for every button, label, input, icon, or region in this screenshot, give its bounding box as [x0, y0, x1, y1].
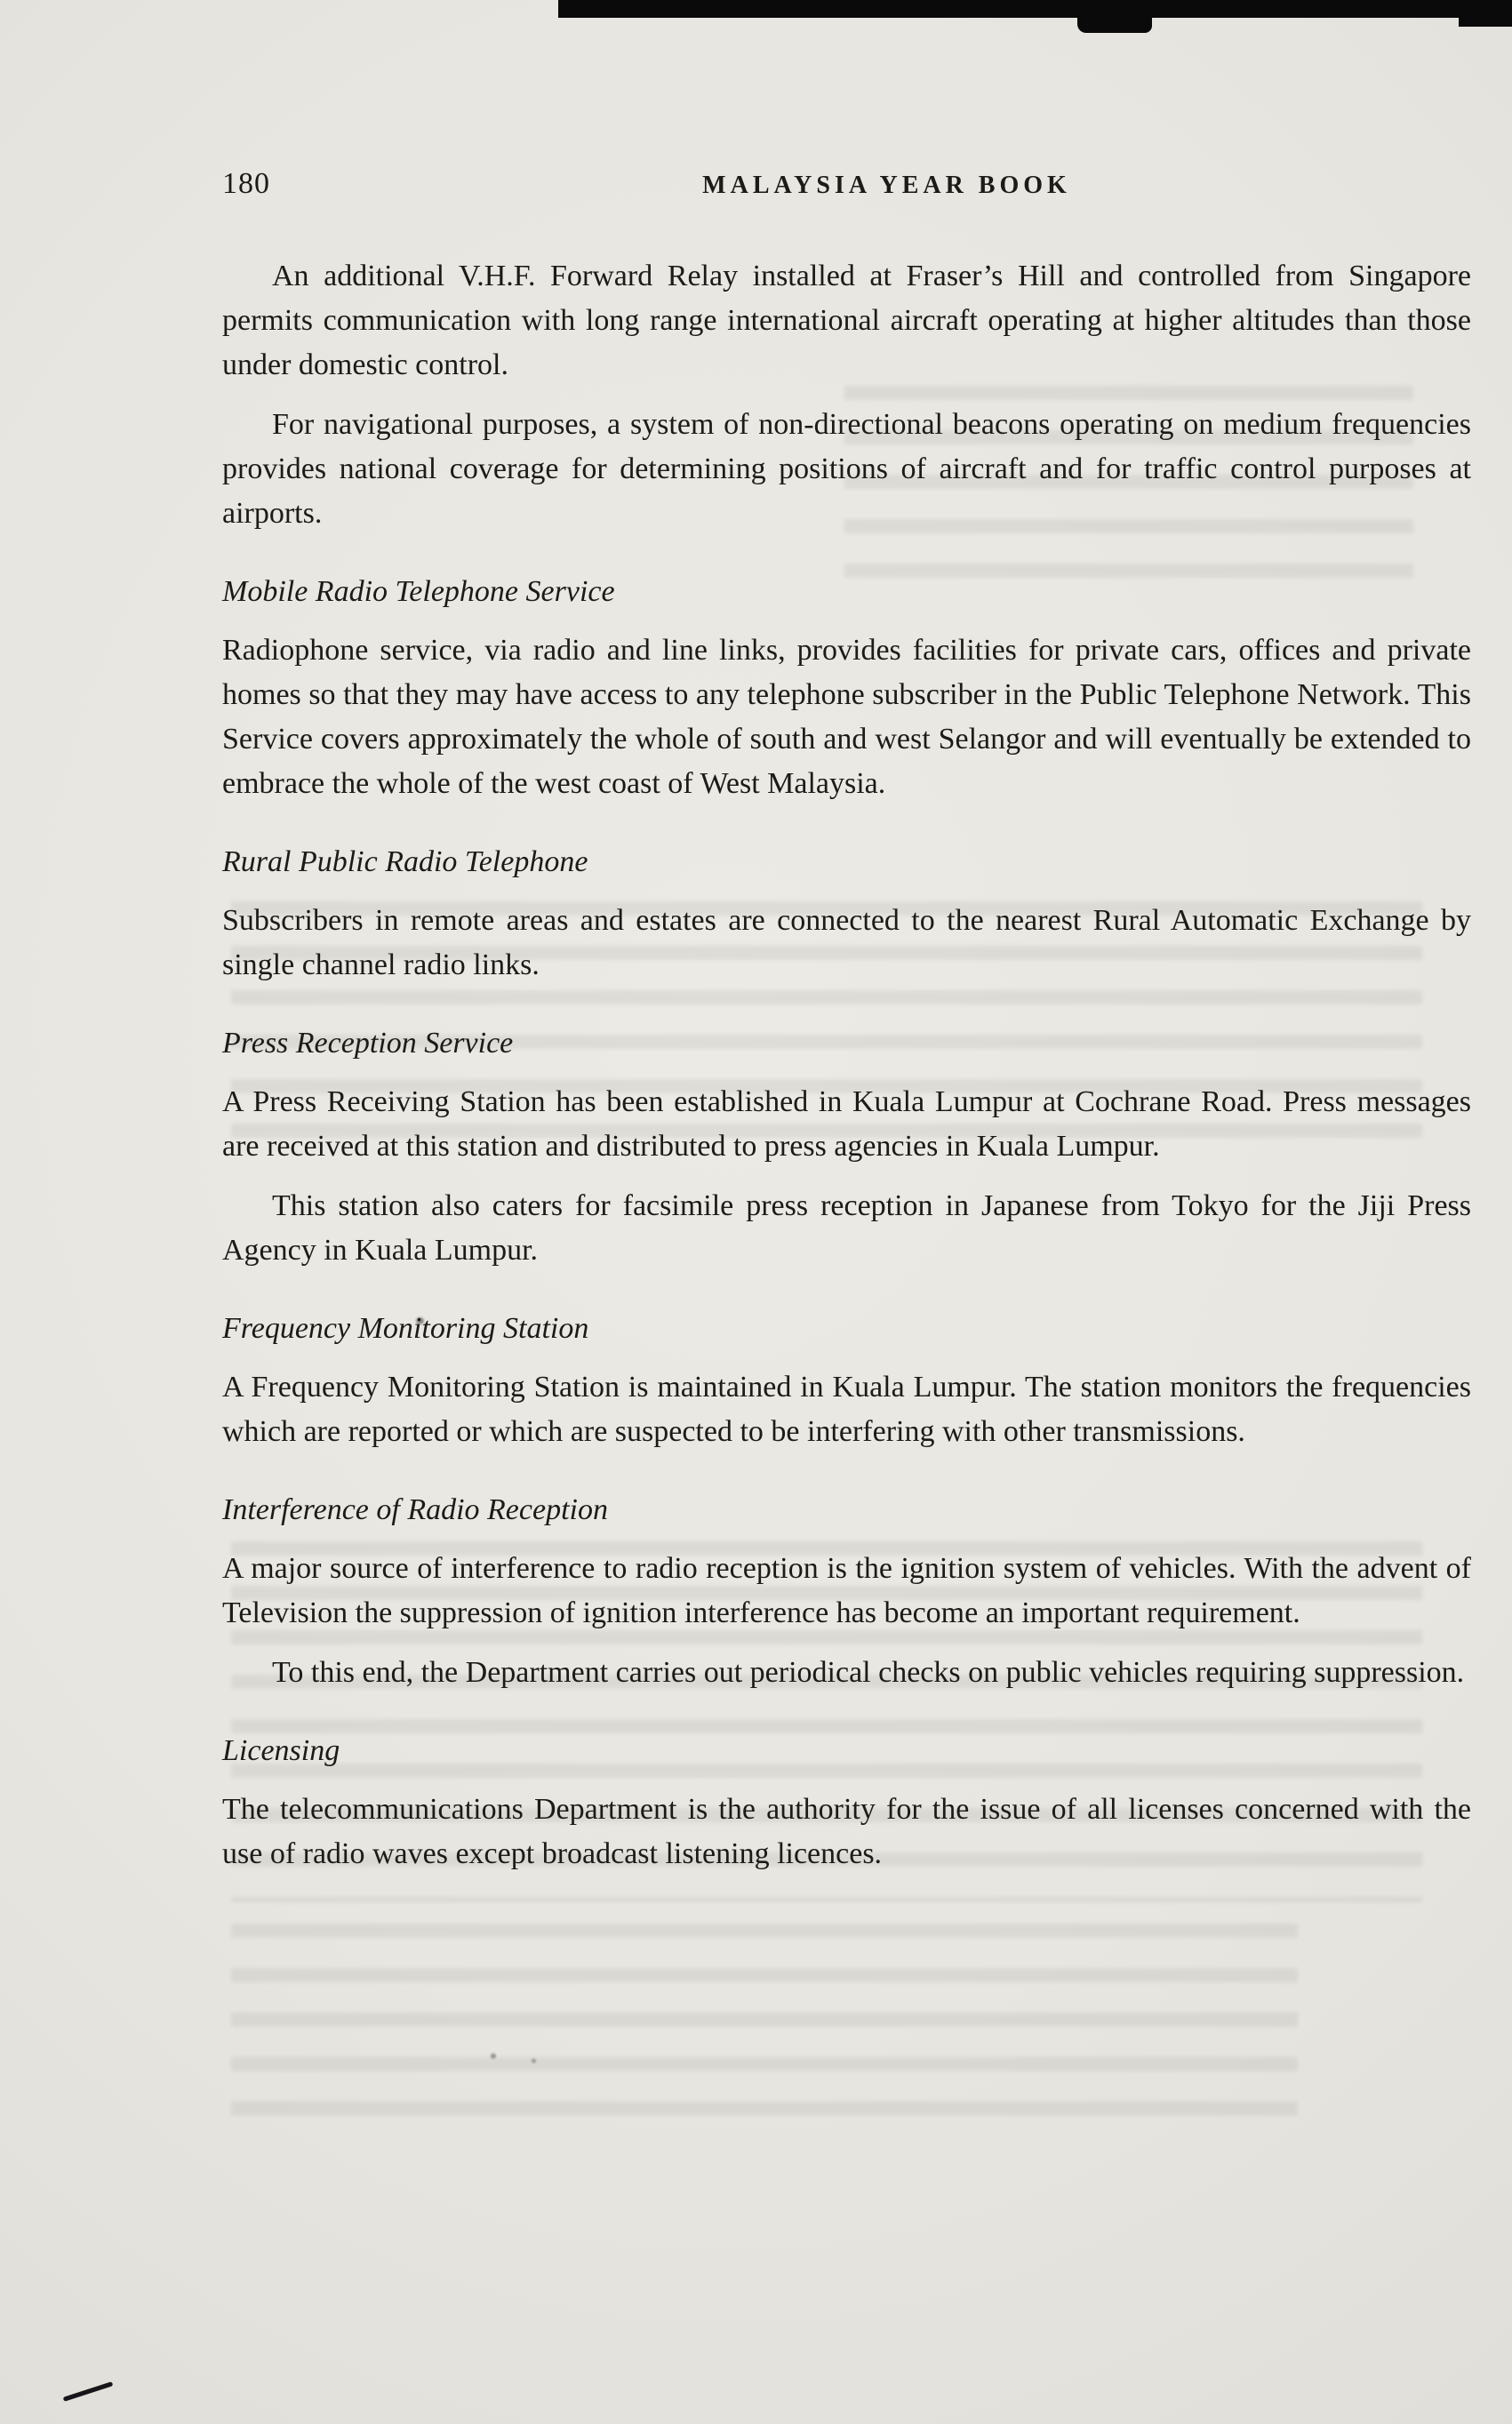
scan-artifact-speck	[532, 2059, 536, 2063]
body-text	[222, 254, 1471, 1876]
page-number: 180	[222, 167, 270, 200]
paragraph: A major source of interference to radio reception is the ignition system of vehicles. With the advent of Television the suppression of ignition interference has become an important requirement.	[222, 1552, 1471, 1629]
section-heading: Licensing	[222, 1734, 340, 1767]
paragraph: The telecommunications Department is the authority for the issue of all licenses concerned with the use of radio waves except broadcast listening licences.	[222, 1793, 1471, 1870]
paragraph: A Frequency Monitoring Station is maintained in Kuala Lumpur. The station monitors the frequencies which are reported or which are suspected to be interfering with other transmissions.	[222, 1371, 1471, 1448]
scan-artifact-pen-mark	[63, 2381, 114, 2402]
section-heading: Rural Public Radio Telephone	[222, 845, 588, 878]
running-title: MALAYSIA YEAR BOOK	[702, 172, 1071, 199]
paragraph: Subscribers in remote areas and estates are connected to the nearest Rural Automatic Exchange by single channel radio links.	[222, 904, 1471, 981]
scan-artifact-speck	[491, 2053, 496, 2059]
section-heading: Interference of Radio Reception	[222, 1493, 608, 1526]
section-heading: Frequency Monitoring Station	[222, 1312, 589, 1345]
ink-bleed-through	[231, 1911, 1298, 2142]
paragraph: A Press Receiving Station has been established in Kuala Lumpur at Cochrane Road. Press messages are received at this station and distributed to press agencies in Kuala Lumpur.	[222, 1085, 1471, 1163]
running-head	[222, 167, 1471, 201]
paragraph: An additional V.H.F. Forward Relay installed at Fraser’s Hill and controlled from Singapore permits communication with long range international aircraft operating at higher altitudes than those under domestic control.	[222, 260, 1471, 381]
paragraph: This station also caters for facsimile press reception in Japanese from Tokyo for the Jiji Press Agency in Kuala Lumpur.	[222, 1189, 1471, 1267]
section-heading: Press Reception Service	[222, 1027, 514, 1060]
paragraph: To this end, the Department carries out periodical checks on public vehicles requiring suppression.	[272, 1656, 1465, 1689]
section-heading: Mobile Radio Telephone Service	[222, 575, 615, 608]
paragraph: Radiophone service, via radio and line links, provides facilities for private cars, offices and private homes so that they may have access to any telephone subscriber in the Public Telephone Network. This Service covers approximately the whole of south and west Selangor and will eventually be extended to embrace the whole of the west coast of West Malaysia.	[222, 634, 1471, 800]
paragraph: For navigational purposes, a system of non-directional beacons operating on medium frequencies provides national coverage for determining positions of aircraft and for traffic control purposes at airports.	[222, 408, 1471, 530]
